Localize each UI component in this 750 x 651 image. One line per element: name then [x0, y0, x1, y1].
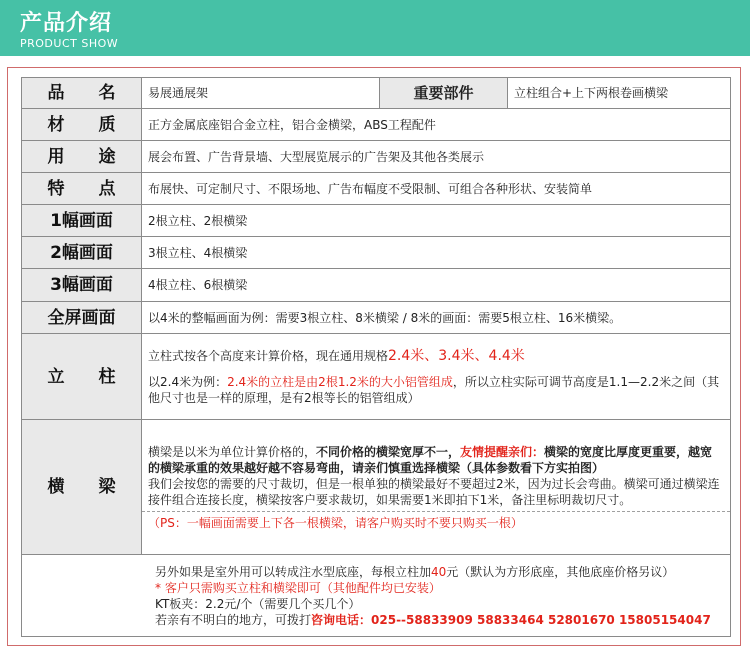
label-name: 品 名 — [22, 78, 142, 109]
label-feature: 特 点 — [22, 173, 142, 205]
column-example-detail: ，所以立柱实际可调节高度是1.1—2.2米之间（其他尺寸也是一样的原理，是有2根等长的铝管组成） — [148, 374, 720, 405]
value-column — [142, 334, 731, 420]
spec-table — [21, 77, 731, 637]
beam-para-2: 我们会按您的需要的尺寸裁切，但是一根单独的横梁最好不要超过2米，因为过长会弯曲。横梁可通过横梁连接件组合连接长度，横梁按客户要求裁切，如果需要1米即拍下1米，备注里标明裁切尺寸。 — [148, 476, 720, 507]
column-line-2 — [148, 374, 724, 406]
header-banner — [0, 0, 750, 56]
value-full-screen: 以4米的整幅画面为例：需要3根立柱、8米横梁 / 8米的画面：需要5根立柱、16米横梁。 — [142, 302, 731, 334]
beam-ps-note: （PS：一幅画面需要上下各一根横梁，请客户购买时不要只购买一根） — [142, 511, 730, 531]
beam-width-note: 不同价格的横梁宽厚不一， — [316, 444, 461, 459]
row-feature — [22, 173, 731, 205]
value-name: 易展通展架 — [142, 78, 380, 109]
label-material: 材 质 — [22, 109, 142, 141]
extra-contact-phone: 咨询电话：025--58833909 58833464 52801670 15805154047 — [311, 612, 711, 627]
extra-line-2: * 客户只需购买立柱和横梁即可（其他配件均已安装） — [155, 580, 441, 595]
row-three-panel — [22, 269, 731, 302]
value-extra — [22, 555, 731, 637]
value-feature: 布展快、可定制尺寸、不限场地、广告布幅度不受限制、可组合各种形状、安装简单 — [142, 173, 731, 205]
row-name — [22, 78, 731, 109]
label-one-panel: 1幅画面 — [22, 205, 142, 237]
label-usage: 用 途 — [22, 141, 142, 173]
label-beam: 横 梁 — [22, 420, 142, 555]
column-line-1 — [148, 348, 724, 364]
header-title: 产品介绍 — [20, 11, 113, 36]
column-example-highlight: 2.4米的立柱是由2根1.2米的大小铝管组成 — [227, 374, 453, 389]
value-one-panel: 2根立柱、2根横梁 — [142, 205, 731, 237]
extra-base-price: 40 — [431, 564, 447, 579]
row-two-panel — [22, 237, 731, 269]
value-beam — [142, 420, 731, 555]
label-full-screen: 全屏画面 — [22, 302, 142, 334]
extra-contact-text: 若亲有不明白的地方，可拨打 — [155, 612, 312, 627]
extra-line-3: KT板夹：2.2元/个（需要几个买几个） — [155, 596, 361, 611]
row-extra — [22, 555, 731, 637]
header-subtitle: PRODUCT SHOW — [20, 37, 119, 50]
row-material — [22, 109, 731, 141]
column-spec-sizes: 2.4米、3.4米、4.4米 — [388, 347, 525, 364]
value-usage: 展会布置、广告背景墙、大型展览展示的广告架及其他各类展示 — [142, 141, 731, 173]
extra-base-note: 元（默认为方形底座，其他底座价格另议） — [446, 564, 675, 579]
beam-reminder-label: 友情提醒亲们： — [460, 444, 545, 459]
extra-line-4 — [155, 612, 724, 628]
row-one-panel — [22, 205, 731, 237]
extra-base-text: 另外如果是室外用可以转成注水型底座，每根立柱加 — [155, 564, 432, 579]
beam-price-text: 横梁是以米为单位计算价格的， — [148, 444, 317, 459]
extra-line-1 — [155, 564, 724, 580]
row-column — [22, 334, 731, 420]
row-beam — [22, 420, 731, 555]
column-example-text: 以2.4米为例： — [148, 374, 228, 389]
label-three-panel: 3幅画面 — [22, 269, 142, 302]
label-parts: 重要部件 — [380, 78, 508, 109]
value-three-panel: 4根立柱、6根横梁 — [142, 269, 731, 302]
row-full-screen — [22, 302, 731, 334]
value-two-panel: 3根立柱、4根横梁 — [142, 237, 731, 269]
label-column: 立 柱 — [22, 334, 142, 420]
value-material: 正方金属底座铝合金立柱，铝合金横梁，ABS工程配件 — [142, 109, 731, 141]
beam-para-1 — [148, 444, 724, 476]
row-usage — [22, 141, 731, 173]
value-parts: 立柱组合+上下两根卷画横梁 — [508, 78, 731, 109]
column-spec-text: 立柱式按各个高度来计算价格，现在通用规格 — [148, 348, 389, 363]
beam-reminder-text: 横梁的宽度比厚度更重要，越宽的横梁承重的效果越好越不容易弯曲，请亲们慎重选择横梁（具体参数看下方实拍图） — [148, 444, 713, 475]
label-two-panel: 2幅画面 — [22, 237, 142, 269]
